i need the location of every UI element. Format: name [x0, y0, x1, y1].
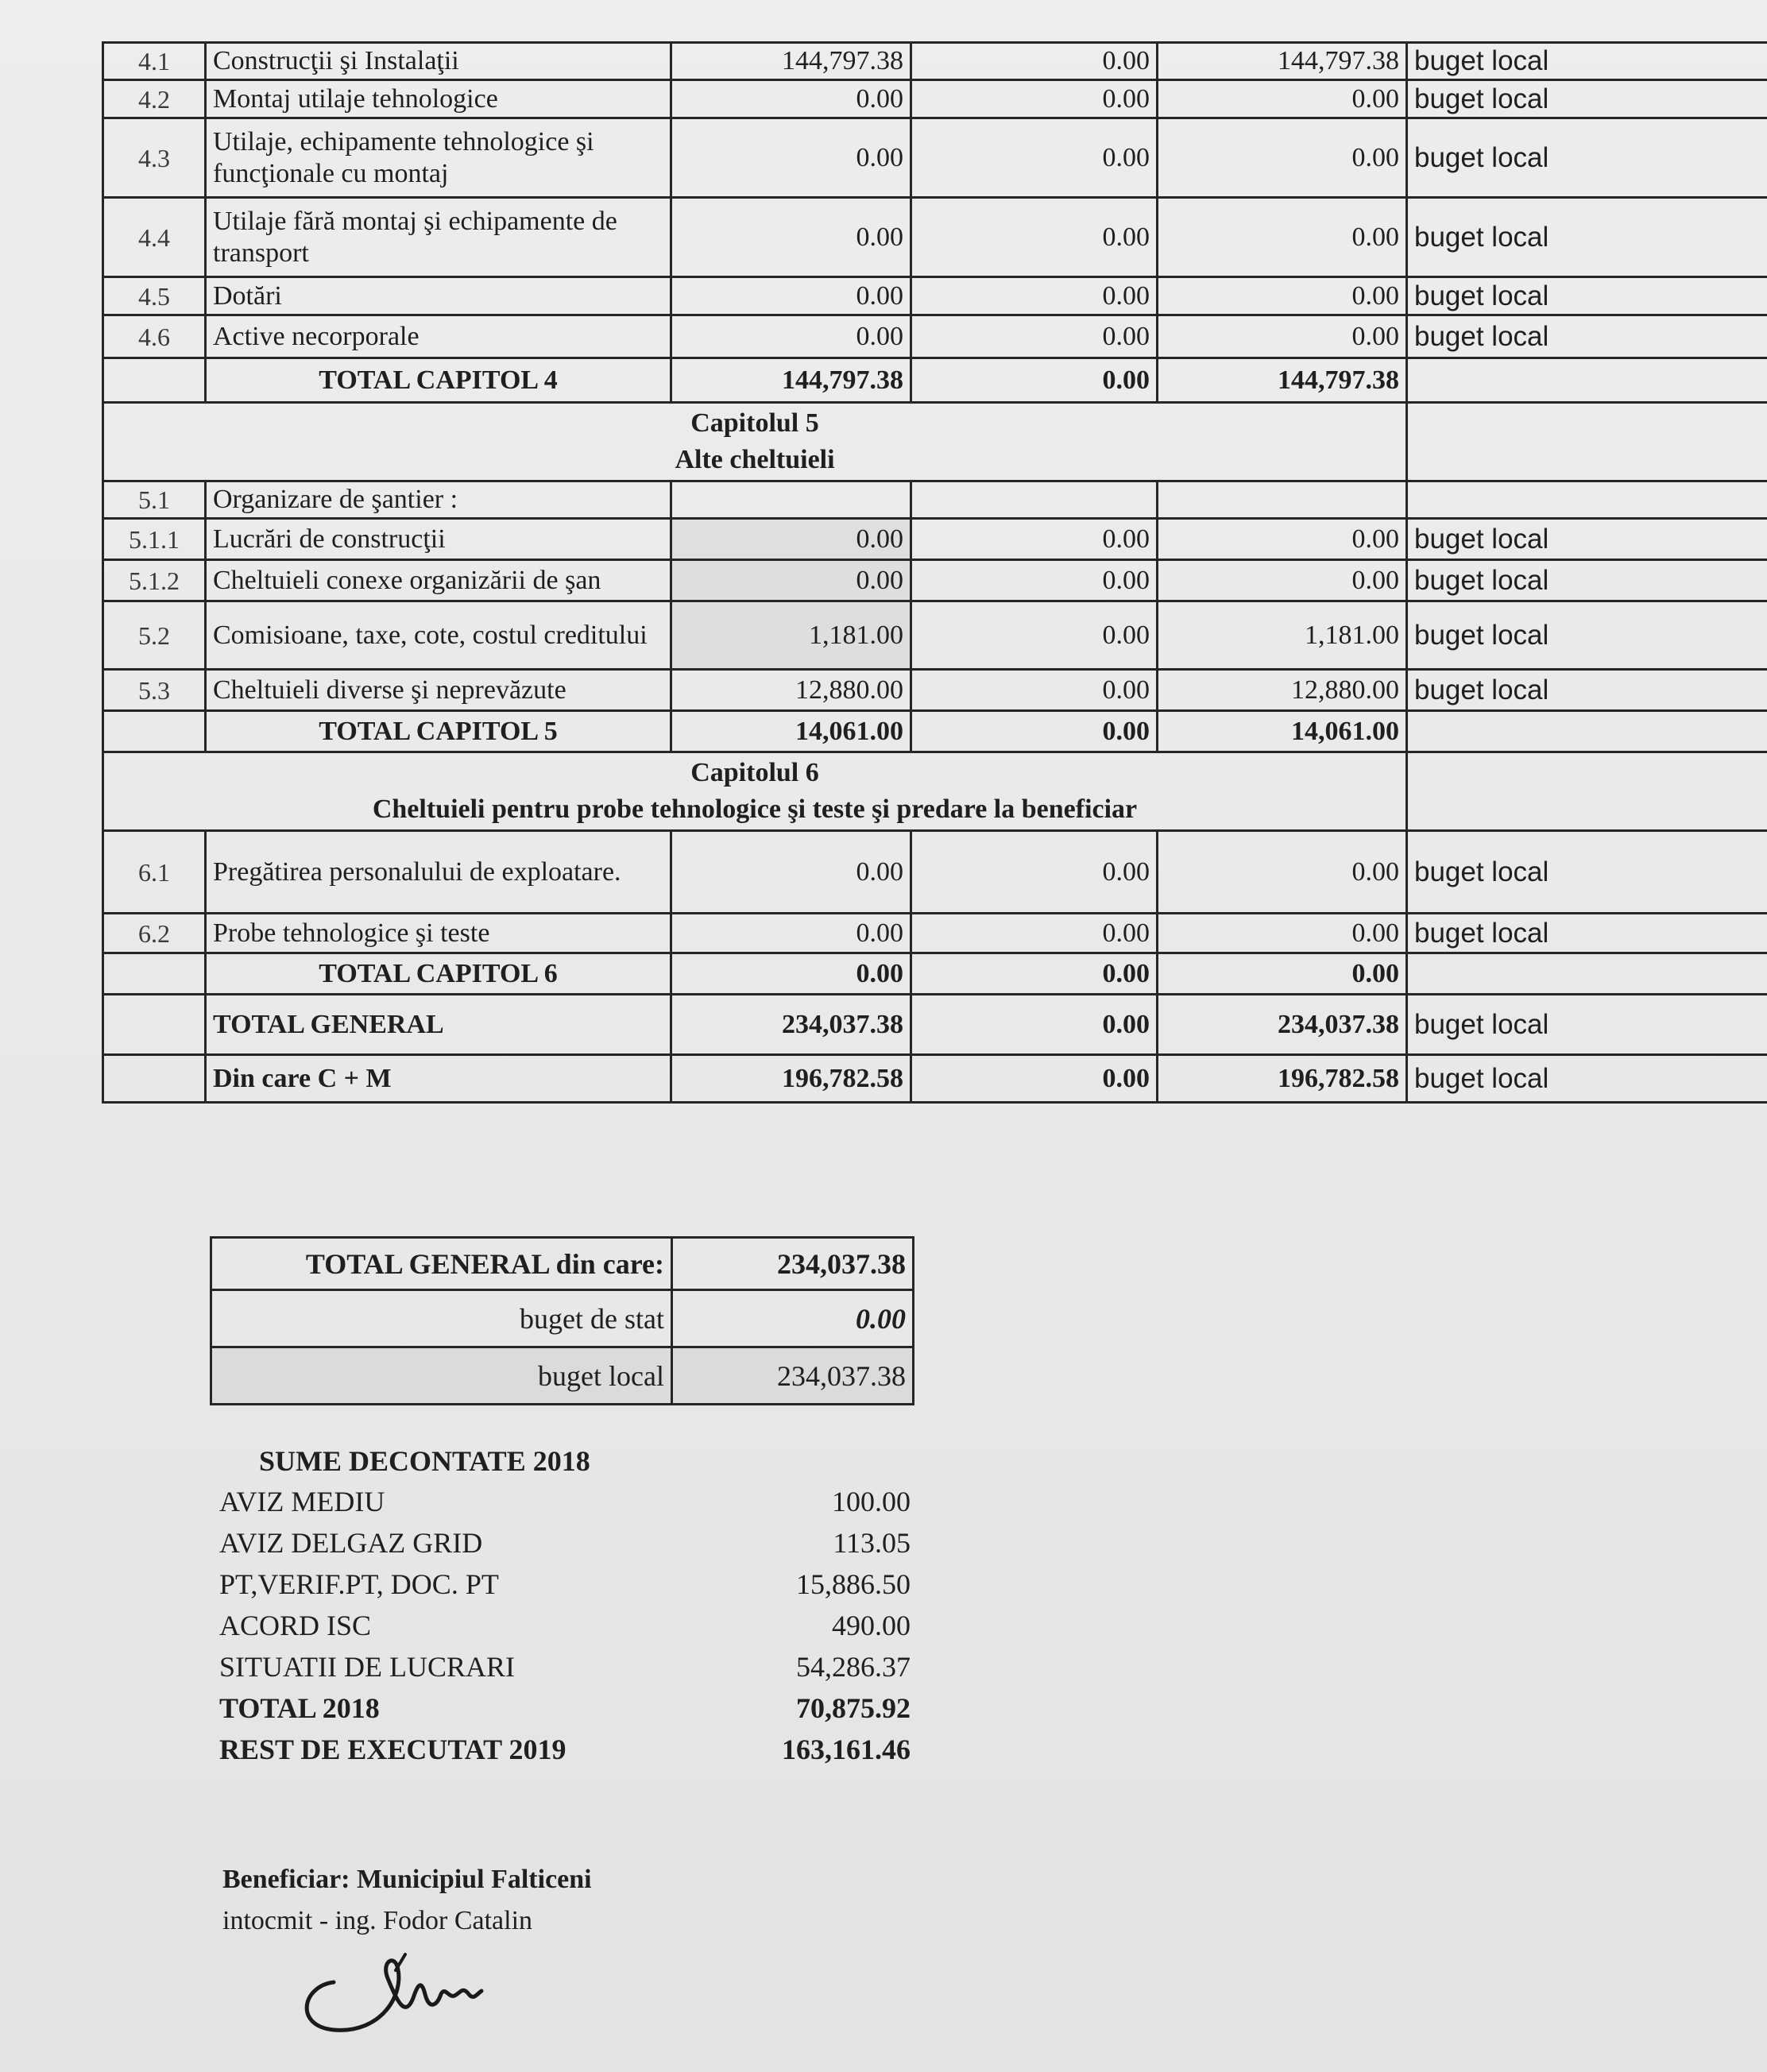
value-cell: 0.00: [911, 914, 1158, 953]
beneficiar: Beneficiar: Municipiul Falticeni: [222, 1865, 592, 1894]
value-cell: 0.00: [911, 670, 1158, 711]
value-cell: [671, 481, 911, 519]
value-cell: 0.00: [1158, 519, 1407, 560]
row-number: 4.6: [103, 315, 206, 358]
source-cell: [1407, 358, 1767, 403]
source-cell: buget local: [1407, 670, 1767, 711]
value-cell: 0.00: [911, 519, 1158, 560]
value-cell: [911, 481, 1158, 519]
decont-item: [219, 1729, 911, 1770]
source-cell: [1407, 481, 1767, 519]
value-cell: 234,037.38: [1158, 995, 1407, 1055]
footer: [222, 1859, 592, 1942]
table-row: [103, 914, 1767, 953]
table-row: [103, 519, 1767, 560]
value-cell: 0.00: [911, 831, 1158, 914]
decont-value: 490.00: [832, 1610, 911, 1641]
decont-label: AVIZ DELGAZ GRID: [219, 1527, 483, 1559]
table-row: [103, 481, 1767, 519]
value-cell: 1,181.00: [671, 601, 911, 670]
item-description: Organizare de şantier :: [206, 481, 671, 519]
chapter-total-row: [103, 953, 1767, 995]
source-cell: buget local: [1407, 277, 1767, 315]
value-cell: 0.00: [671, 953, 911, 995]
table-row: [103, 43, 1767, 80]
source-cell: buget local: [1407, 198, 1767, 277]
decont-value: 54,286.37: [796, 1651, 911, 1683]
source-cell: buget local: [1407, 914, 1767, 953]
value-cell: 12,880.00: [671, 670, 911, 711]
table-row: [103, 80, 1767, 118]
summary-total-value: 234,037.38: [672, 1238, 914, 1290]
decont-label: SITUATII DE LUCRARI: [219, 1651, 515, 1683]
value-cell: 0.00: [911, 118, 1158, 198]
total-label: TOTAL CAPITOL 5: [206, 711, 671, 752]
row-number: [103, 358, 206, 403]
decont-label: ACORD ISC: [219, 1610, 372, 1641]
value-cell: 0.00: [671, 560, 911, 601]
decont-value: 100.00: [832, 1486, 911, 1517]
total-label: Din care C + M: [206, 1055, 671, 1103]
summary-stat-value: 0.00: [672, 1290, 914, 1347]
value-cell: 0.00: [1158, 914, 1407, 953]
table-row: [103, 118, 1767, 198]
item-description: Pregătirea personalului de exploatare.: [206, 831, 671, 914]
decont-value: 113.05: [833, 1527, 911, 1559]
summary-total-label: TOTAL GENERAL din care:: [211, 1238, 672, 1290]
value-cell: 0.00: [671, 277, 911, 315]
source-cell: buget local: [1407, 118, 1767, 198]
item-description: Cheltuieli conexe organizării de şan: [206, 560, 671, 601]
value-cell: 0.00: [911, 711, 1158, 752]
row-number: 5.1.2: [103, 560, 206, 601]
decont-item: [219, 1605, 911, 1646]
source-cell: buget local: [1407, 80, 1767, 118]
source-cell: [1407, 953, 1767, 995]
value-cell: 0.00: [911, 601, 1158, 670]
value-cell: 0.00: [911, 560, 1158, 601]
item-description: Utilaje, echipamente tehnologice şi funcţionale cu montaj: [206, 118, 671, 198]
table-row: [103, 198, 1767, 277]
sume-decontate: [219, 1444, 911, 1770]
signature-image: [286, 1939, 524, 2042]
row-number: 6.2: [103, 914, 206, 953]
total-label: TOTAL CAPITOL 6: [206, 953, 671, 995]
decont-item: [219, 1646, 911, 1687]
decont-value: 15,886.50: [796, 1568, 911, 1600]
summary-local-value: 234,037.38: [672, 1347, 914, 1405]
value-cell: [1158, 481, 1407, 519]
decont-value: 163,161.46: [782, 1734, 911, 1765]
table-row: [103, 277, 1767, 315]
chapter-header: [103, 752, 1407, 831]
row-number: 4.2: [103, 80, 206, 118]
table-row: [103, 831, 1767, 914]
chapter-header: [103, 403, 1407, 481]
item-description: Lucrări de construcţii: [206, 519, 671, 560]
value-cell: 0.00: [911, 358, 1158, 403]
row-number: 4.1: [103, 43, 206, 80]
value-cell: 196,782.58: [1158, 1055, 1407, 1103]
source-cell: buget local: [1407, 519, 1767, 560]
source-cell: buget local: [1407, 995, 1767, 1055]
decont-value: 70,875.92: [796, 1692, 911, 1724]
value-cell: 144,797.38: [671, 358, 911, 403]
value-cell: 0.00: [671, 198, 911, 277]
value-cell: 1,181.00: [1158, 601, 1407, 670]
source-cell: [1407, 711, 1767, 752]
item-description: Montaj utilaje tehnologice: [206, 80, 671, 118]
value-cell: 0.00: [1158, 831, 1407, 914]
row-number: 5.1: [103, 481, 206, 519]
chapter-title: Alte cheltuieli: [675, 445, 835, 474]
table-row: [103, 670, 1767, 711]
value-cell: 12,880.00: [1158, 670, 1407, 711]
row-number: 4.3: [103, 118, 206, 198]
row-number: [103, 1055, 206, 1103]
item-description: Dotări: [206, 277, 671, 315]
value-cell: 0.00: [1158, 315, 1407, 358]
row-number: [103, 953, 206, 995]
value-cell: 0.00: [1158, 277, 1407, 315]
value-cell: 0.00: [671, 831, 911, 914]
value-cell: 0.00: [671, 914, 911, 953]
chapter-number: Capitolul 6: [690, 758, 819, 787]
intocmit: intocmit - ing. Fodor Catalin: [222, 1906, 533, 1935]
value-cell: 144,797.38: [1158, 43, 1407, 80]
value-cell: 0.00: [1158, 953, 1407, 995]
chapter-total-row: [103, 711, 1767, 752]
row-number: [103, 711, 206, 752]
value-cell: 0.00: [1158, 560, 1407, 601]
decont-item: [219, 1687, 911, 1729]
decont-label: AVIZ MEDIU: [219, 1486, 385, 1517]
row-number: 6.1: [103, 831, 206, 914]
source-cell: buget local: [1407, 601, 1767, 670]
value-cell: 0.00: [1158, 198, 1407, 277]
value-cell: 0.00: [671, 519, 911, 560]
value-cell: 14,061.00: [1158, 711, 1407, 752]
source-cell: buget local: [1407, 560, 1767, 601]
value-cell: 0.00: [911, 277, 1158, 315]
total-label: TOTAL CAPITOL 4: [206, 358, 671, 403]
table-row: [103, 315, 1767, 358]
row-number: [103, 995, 206, 1055]
item-description: Active necorporale: [206, 315, 671, 358]
item-description: Probe tehnologice şi teste: [206, 914, 671, 953]
value-cell: 0.00: [911, 995, 1158, 1055]
sume-decontate-title: SUME DECONTATE 2018: [259, 1445, 590, 1477]
table-row: [103, 601, 1767, 670]
chapter-number: Capitolul 5: [690, 408, 819, 438]
chapter-total-row: [103, 358, 1767, 403]
value-cell: 234,037.38: [671, 995, 911, 1055]
value-cell: 0.00: [671, 315, 911, 358]
row-number: 5.2: [103, 601, 206, 670]
row-number: 5.1.1: [103, 519, 206, 560]
value-cell: 144,797.38: [671, 43, 911, 80]
value-cell: 0.00: [1158, 118, 1407, 198]
summary-table: [210, 1236, 914, 1405]
source-cell: [1407, 752, 1767, 831]
row-number: 5.3: [103, 670, 206, 711]
value-cell: 0.00: [911, 80, 1158, 118]
value-cell: 0.00: [1158, 80, 1407, 118]
source-cell: [1407, 403, 1767, 481]
general-total-row: [103, 1055, 1767, 1103]
decont-label: TOTAL 2018: [219, 1692, 380, 1724]
table-row: [103, 560, 1767, 601]
item-description: Utilaje fără montaj şi echipamente de transport: [206, 198, 671, 277]
item-description: Comisioane, taxe, cote, costul creditului: [206, 601, 671, 670]
source-cell: buget local: [1407, 831, 1767, 914]
value-cell: 0.00: [911, 198, 1158, 277]
row-number: 4.5: [103, 277, 206, 315]
decont-item: [219, 1481, 911, 1522]
source-cell: buget local: [1407, 43, 1767, 80]
value-cell: 0.00: [911, 315, 1158, 358]
item-description: Construcţii şi Instalaţii: [206, 43, 671, 80]
decont-label: PT,VERIF.PT, DOC. PT: [219, 1568, 499, 1600]
value-cell: 0.00: [911, 953, 1158, 995]
summary-local-label: buget local: [211, 1347, 672, 1405]
value-cell: 14,061.00: [671, 711, 911, 752]
decont-item: [219, 1522, 911, 1564]
value-cell: 0.00: [671, 80, 911, 118]
value-cell: 196,782.58: [671, 1055, 911, 1103]
chapter-header-row: [103, 403, 1767, 481]
item-description: Cheltuieli diverse şi neprevăzute: [206, 670, 671, 711]
chapter-header-row: [103, 752, 1767, 831]
general-total-row: [103, 995, 1767, 1055]
value-cell: 0.00: [911, 43, 1158, 80]
source-cell: buget local: [1407, 315, 1767, 358]
chapter-title: Cheltuieli pentru probe tehnologice şi teste şi predare la beneficiar: [372, 794, 1138, 824]
budget-table: [102, 41, 1767, 1104]
value-cell: 0.00: [911, 1055, 1158, 1103]
total-label: TOTAL GENERAL: [206, 995, 671, 1055]
decont-item: [219, 1564, 911, 1605]
source-cell: buget local: [1407, 1055, 1767, 1103]
value-cell: 0.00: [671, 118, 911, 198]
decont-label: REST DE EXECUTAT 2019: [219, 1734, 566, 1765]
value-cell: 144,797.38: [1158, 358, 1407, 403]
row-number: 4.4: [103, 198, 206, 277]
summary-stat-label: buget de stat: [211, 1290, 672, 1347]
